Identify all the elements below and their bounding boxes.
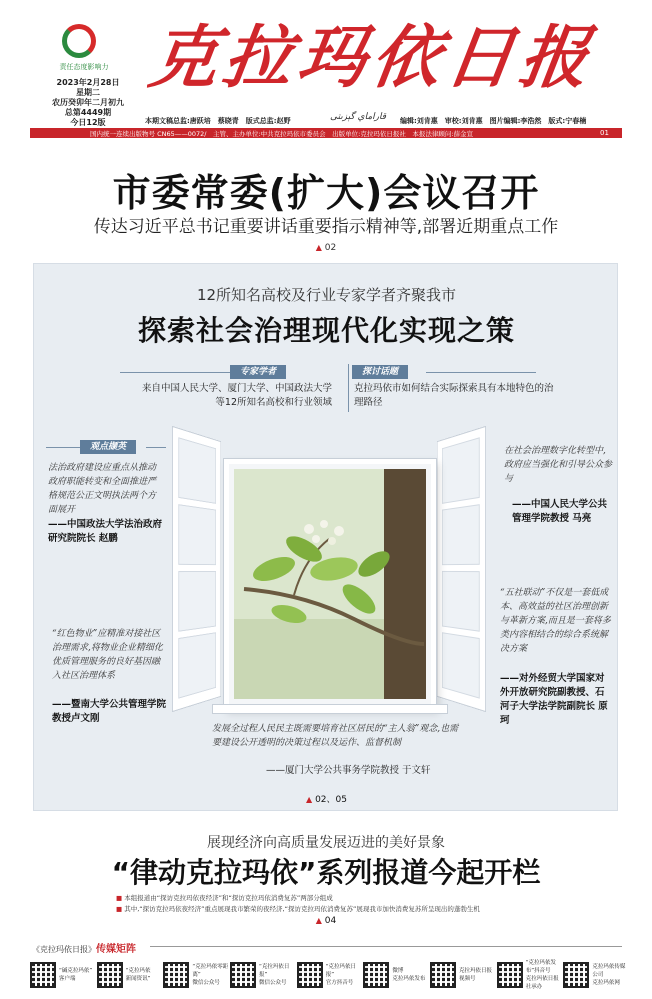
quote-text: 发展全过程人民民主既需要培育社区居民的“主人翁”观念,也需要建设公开透明的决策过程以及运作、监督机制 bbox=[212, 724, 459, 748]
media-channel-sub: 克拉玛依发布 bbox=[392, 976, 426, 982]
media-channel-sub: 视频号 bbox=[459, 976, 476, 982]
media-channel-sub: 微信公众号 bbox=[192, 980, 220, 986]
media-channel[interactable] bbox=[30, 958, 97, 992]
divider bbox=[348, 364, 349, 412]
media-channel-name: “克拉玛依日报” bbox=[259, 964, 290, 978]
media-matrix-title: 传媒矩阵 bbox=[96, 944, 136, 955]
qr-code-icon[interactable] bbox=[30, 962, 56, 988]
window-pane bbox=[442, 504, 480, 565]
media-matrix bbox=[30, 958, 630, 992]
media-channel-name: “碱克拉玛依” bbox=[59, 968, 93, 974]
issue-lunar-date: 农历癸卯年二月初九 bbox=[52, 98, 124, 107]
qr-code-icon[interactable] bbox=[230, 962, 256, 988]
qr-code-icon[interactable] bbox=[563, 962, 589, 988]
quote-text: 在社会治理数字化转型中,政府应当强化和引导公众参与 bbox=[504, 446, 613, 484]
feature-headline[interactable]: 探索社会治理现代化实现之策 bbox=[137, 314, 515, 347]
staff-credits-right: 编辑:刘肯惠 审校:刘肯惠 图片编辑:李浩然 版式:宁春楠 bbox=[400, 117, 587, 125]
triangle-icon: ▲ bbox=[315, 916, 322, 925]
logo-slogan: 责任态度影响力 bbox=[59, 63, 109, 71]
square-bullet-icon: ■ bbox=[116, 905, 123, 913]
quote-text: “红色物业”应精准对接社区治理需求,将物业企业精细化优质管理服务的良好基因融入社区治理体系 bbox=[52, 629, 163, 681]
series-kicker: 展现经济向高质量发展迈进的美好景象 bbox=[207, 835, 445, 851]
newspaper-logo-icon bbox=[62, 24, 96, 58]
divider bbox=[46, 447, 80, 448]
media-channel-name: “克拉玛依发布”抖音号 bbox=[525, 960, 557, 974]
media-channel-name: 微博 bbox=[392, 968, 404, 974]
lead-subheadline: 传达习近平总书记重要讲话重要指示精神等,部署近期重点工作 bbox=[93, 217, 559, 237]
quote-attribution: ——对外经贸大学国家对外开放研究院副教授、石河子大学法学院副院长 原珂 bbox=[500, 673, 608, 726]
series-note-text: 本组报道由“探访克拉玛依夜经济”和“探访克拉玛依消费复苏”两部分组成 bbox=[124, 894, 333, 902]
media-channel-sub: 克拉玛依网 bbox=[592, 980, 620, 986]
divider bbox=[426, 372, 536, 373]
divider bbox=[150, 946, 622, 947]
quote-text: 法治政府建设应重点从推动政府职能转变和全面推进严格规范公正文明执法两个方面展开 bbox=[48, 463, 157, 515]
window-pane bbox=[178, 504, 216, 565]
media-channel-sub: 微信公众号 bbox=[259, 980, 287, 986]
qr-code-icon[interactable] bbox=[497, 962, 523, 988]
media-channel-name: “克拉玛依 bbox=[125, 968, 151, 974]
feature-panel bbox=[33, 263, 618, 811]
divider bbox=[120, 372, 230, 373]
window-pane bbox=[178, 571, 216, 632]
media-channel-sub: 客户端 bbox=[59, 976, 76, 982]
series-note-text: 其中,“探访克拉玛依夜经济”重点展现我市繁荣的夜经济,“探访克拉玛依消费复苏”展现我市加快消费复苏所呈现出的蓬勃生机 bbox=[124, 905, 480, 913]
window-illustration bbox=[224, 459, 436, 709]
tag-topic: 探讨话题 bbox=[352, 365, 408, 379]
window-pane bbox=[442, 437, 480, 504]
series-headline[interactable]: “律动克拉玛依”系列报道今起开栏 bbox=[111, 856, 541, 889]
triangle-icon: ▲ bbox=[315, 243, 322, 252]
media-matrix-label bbox=[32, 940, 136, 955]
media-channel-sub: 新闻资讯” bbox=[125, 976, 151, 982]
triangle-icon: ▲ bbox=[306, 795, 313, 804]
topic-summary: 克拉玛依市如何结合实际探索具有本地特色的治理路径 bbox=[354, 383, 554, 408]
window-sash-right bbox=[437, 426, 486, 712]
qr-code-icon[interactable] bbox=[363, 962, 389, 988]
issue-date: 2023年2月28日 bbox=[56, 78, 120, 87]
media-channel-name: “克拉玛依零距离” bbox=[192, 964, 229, 978]
square-bullet-icon: ■ bbox=[116, 894, 123, 902]
issue-date-block bbox=[38, 78, 138, 128]
newspaper-title-uyghur: قاراماي گېزىتى bbox=[330, 112, 387, 122]
quote-attribution: ——中国政法大学法治政府研究院院长 赵鹏 bbox=[48, 519, 163, 544]
media-channel[interactable] bbox=[163, 958, 230, 992]
media-channel[interactable] bbox=[363, 958, 430, 992]
staff-credits-left: 本期文稿总监:唐跃培 蔡晓青 版式总监:赵野 bbox=[145, 117, 291, 125]
media-channel-sub: 克拉玛依日报社承办 bbox=[525, 976, 559, 990]
window-sash-left bbox=[172, 426, 221, 712]
qr-code-icon[interactable] bbox=[163, 962, 189, 988]
experts-summary: 来自中国人民大学、厦门大学、中国政法大学等12所知名高校和行业领域 bbox=[142, 383, 333, 408]
media-channel-name: 克拉玛依日报 bbox=[459, 968, 493, 974]
media-channel-name: 克拉玛依传媒公司 bbox=[592, 964, 626, 978]
newspaper-title: 克拉玛依日报 bbox=[144, 18, 600, 98]
qr-code-icon[interactable] bbox=[97, 962, 123, 988]
media-channel-name: “克拉玛依日报” bbox=[325, 964, 357, 978]
publication-info-text: 国内统一连续出版物号 CN65——0072/ 主管、主办单位:中共克拉玛依市委员会 出版单位:克拉玛依日报社 本报法律顾问:薛金宣 bbox=[90, 130, 474, 138]
quote-attribution: ——厦门大学公共事务学院教授 于文轩 bbox=[266, 765, 431, 776]
media-channel[interactable] bbox=[297, 958, 364, 992]
lead-headline[interactable]: 市委常委(扩大)会议召开 bbox=[112, 171, 540, 215]
window-pane bbox=[442, 632, 480, 698]
media-channel-sub: 官方抖音号 bbox=[325, 980, 354, 986]
branch-icon bbox=[234, 469, 426, 699]
media-channel[interactable] bbox=[563, 958, 630, 992]
series-page-ref[interactable] bbox=[0, 916, 652, 926]
lead-page-ref-number: 02 bbox=[324, 243, 337, 253]
qr-code-icon[interactable] bbox=[297, 962, 323, 988]
media-channel[interactable] bbox=[97, 958, 164, 992]
feature-kicker: 12所知名高校及行业专家学者齐聚我市 bbox=[196, 286, 457, 304]
window-pane bbox=[178, 632, 216, 698]
window-pane bbox=[442, 571, 480, 632]
quote-text: “五社联动”不仅是一套低成本、高效益的社区治理创新与革新方案,而且是一套将多类内容相结合的综合系统解决方案 bbox=[500, 588, 611, 654]
lead-page-ref[interactable] bbox=[0, 243, 652, 253]
tag-experts: 专家学者 bbox=[230, 365, 286, 379]
series-page-ref-number: 04 bbox=[324, 916, 337, 926]
issue-weekday: 星期二 bbox=[76, 88, 100, 97]
issue-number: 总第4449期 bbox=[64, 108, 112, 117]
series-note bbox=[116, 893, 333, 902]
series-note bbox=[116, 904, 480, 913]
quote-attribution: ——暨南大学公共管理学院教授卢文刚 bbox=[52, 699, 167, 724]
media-channel[interactable] bbox=[497, 958, 564, 992]
window-ledge bbox=[212, 704, 448, 714]
feature-page-ref[interactable] bbox=[34, 792, 619, 805]
window-pane bbox=[178, 437, 216, 504]
media-matrix-prefix: 《克拉玛依日报》 bbox=[32, 945, 96, 954]
masthead bbox=[0, 0, 652, 138]
media-channel[interactable] bbox=[430, 958, 497, 992]
page-number: 01 bbox=[600, 129, 609, 137]
quote-attribution: ——中国人民大学公共管理学院教授 马亮 bbox=[512, 499, 608, 524]
tag-views: 观点撷英 bbox=[80, 440, 136, 454]
media-channel[interactable] bbox=[230, 958, 297, 992]
feature-page-ref-number: 02、05 bbox=[315, 795, 347, 805]
divider bbox=[146, 447, 166, 448]
branch-photo bbox=[234, 469, 426, 699]
qr-code-icon[interactable] bbox=[430, 962, 456, 988]
issue-page-count: 今日12版 bbox=[70, 118, 106, 127]
